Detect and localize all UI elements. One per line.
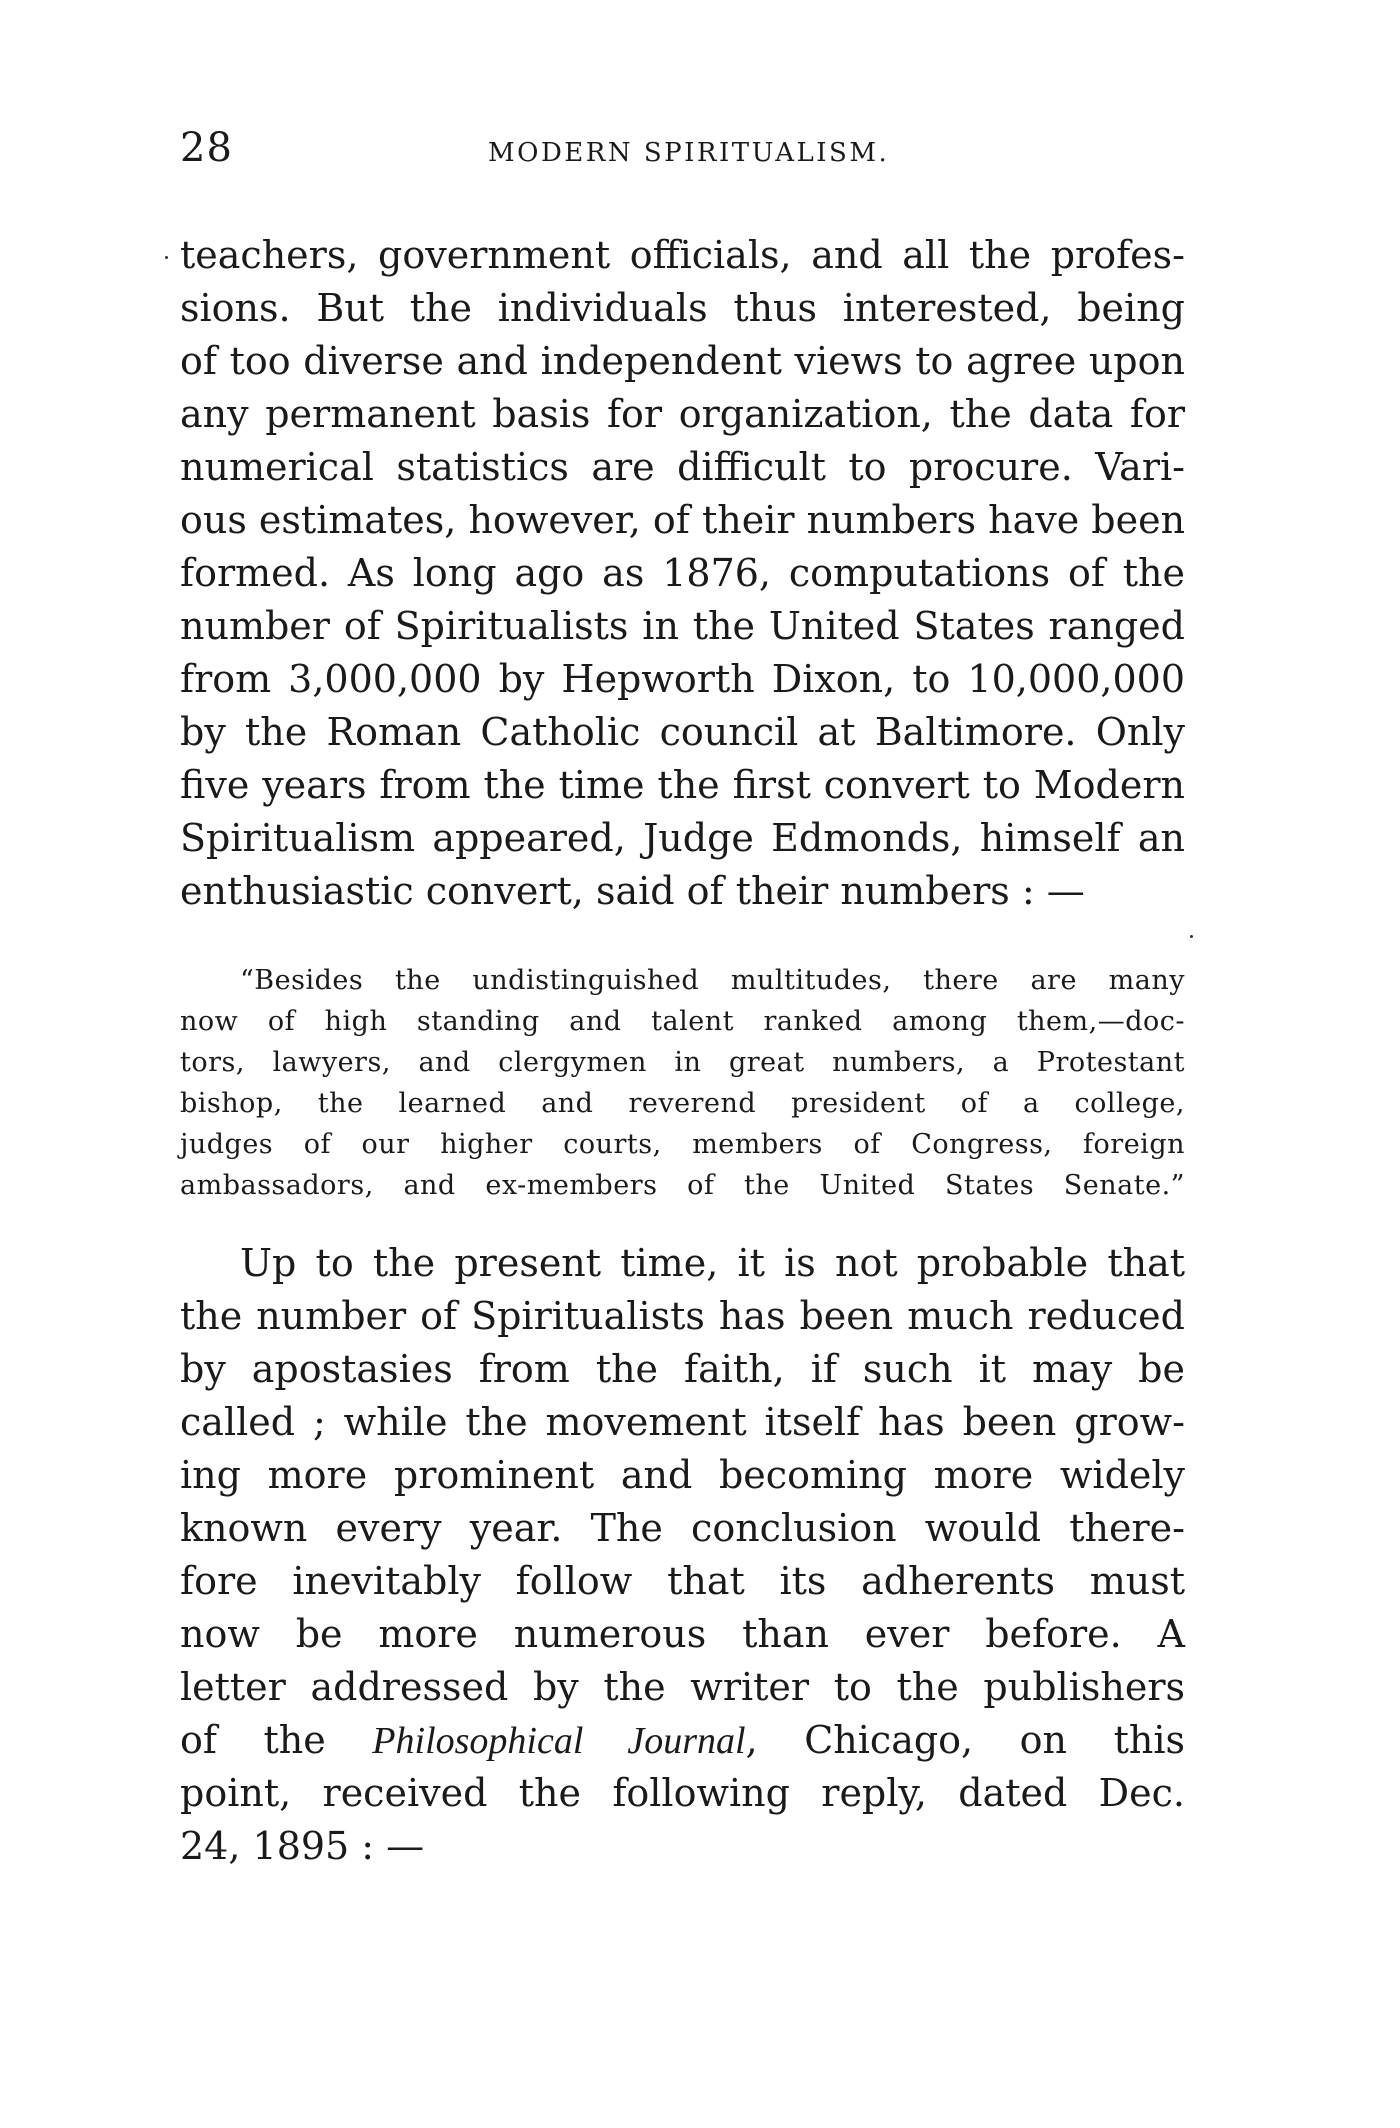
text-line: any permanent basis for organization, the data for	[180, 392, 1185, 436]
quote-line: judges of our higher courts, members of Congress, foreign	[180, 1129, 1185, 1160]
text-line: by apostasies from the faith, if such it may be	[180, 1347, 1185, 1391]
text-line: fore inevitably follow that its adherents must	[180, 1559, 1185, 1603]
text-line: ous estimates, however, of their numbers have been	[180, 498, 1186, 542]
text-fragment: , Chicago, on this	[745, 1718, 1185, 1762]
text-line: from 3,000,000 by Hepworth Dixon, to 10,000,000	[180, 657, 1185, 701]
text-line: the number of Spiritualists has been much reduced	[180, 1294, 1185, 1338]
text-line: Up to the present time, it is not probable that	[240, 1241, 1185, 1285]
journal-title: Philosophical Journal	[372, 1720, 746, 1762]
text-line: now be more numerous than ever before. A	[180, 1612, 1185, 1656]
text-line: letter addressed by the writer to the publishers	[180, 1665, 1185, 1709]
text-line: enthusiastic convert, said of their numbers : —	[180, 869, 1085, 913]
print-speck	[165, 256, 168, 259]
text-line: formed. As long ago as 1876, computations of the	[180, 551, 1185, 595]
running-title: MODERN SPIRITUALISM.	[488, 138, 890, 168]
text-line: point, received the following reply, dated Dec.	[180, 1771, 1185, 1815]
text-line: of too diverse and independent views to agree upon	[180, 339, 1185, 383]
quote-line: tors, lawyers, and clergymen in great numbers, a Protestant	[180, 1047, 1185, 1078]
text-line: called ; while the movement itself has been grow-	[180, 1400, 1185, 1444]
quote-line: “Besides the undistinguished multitudes, there are many	[240, 965, 1185, 996]
quote-line: ambassadors, and ex-members of the United States Senate.”	[180, 1170, 1185, 1201]
text-line: number of Spiritualists in the United States ranged	[180, 604, 1185, 648]
page-number: 28	[180, 125, 233, 171]
print-speck	[1190, 935, 1193, 938]
text-line: ing more prominent and becoming more widely	[180, 1453, 1185, 1497]
text-line: sions. But the individuals thus interested, being	[180, 286, 1185, 330]
quote-line: bishop, the learned and reverend president of a college,	[180, 1088, 1185, 1119]
text-line: numerical statistics are difficult to procure. Vari-	[180, 445, 1185, 489]
text-line: Spiritualism appeared, Judge Edmonds, himself an	[180, 816, 1185, 860]
text-line-journal	[180, 1718, 1185, 1762]
text-line: five years from the time the first convert to Modern	[180, 763, 1185, 807]
quote-line: now of high standing and talent ranked among them,—doc-	[180, 1006, 1185, 1037]
text-line: 24, 1895 : —	[180, 1824, 425, 1868]
text-fragment: of the	[180, 1718, 326, 1762]
text-line: teachers, government officials, and all the profes-	[180, 233, 1185, 277]
text-line: known every year. The conclusion would there-	[180, 1506, 1185, 1550]
text-line: by the Roman Catholic council at Baltimore. Only	[180, 710, 1185, 754]
